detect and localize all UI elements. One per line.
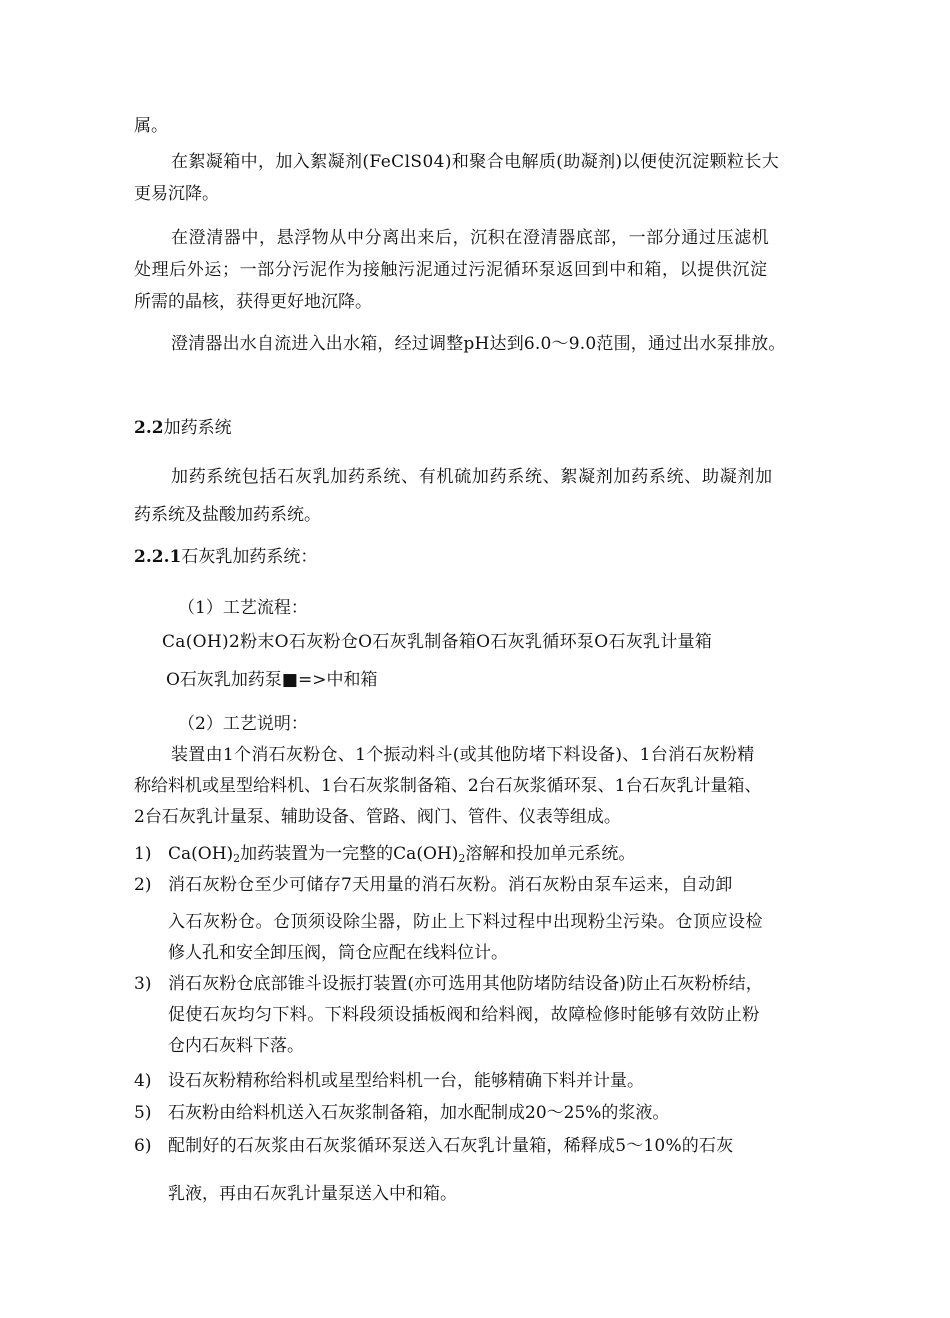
paragraph-line: 属。 (134, 116, 168, 136)
paragraph-line: 装置由1个消石灰粉仓、1个振动料斗(或其他防堵下料设备)、1台消石灰粉精 (171, 745, 755, 765)
list-item-number: 6) (134, 1136, 152, 1156)
list-item-text: 入石灰粉仓。仓顶须设除尘器，防止上下料过程中出现粉尘污染。仓顶应设检 (168, 912, 763, 932)
list-item-text: 修人孔和安全卸压阀，筒仓应配在线料位计。 (168, 943, 508, 963)
section-title: 加药系统 (163, 418, 232, 438)
paragraph-line: 称给料机或星型给料机、1台石灰浆制备箱、2台石灰浆循环泵、1台石灰乳计量箱、 (134, 776, 762, 796)
subsection-title: 石灰乳加药系统： (181, 547, 318, 567)
flow-heading: （1）工艺流程： (178, 598, 308, 618)
description-heading: （2）工艺说明： (178, 714, 308, 734)
paragraph-line: 加药系统包括石灰乳加药系统、有机硫加药系统、絮凝剂加药系统、助凝剂加 (171, 467, 773, 487)
paragraph-line: 澄清器出水自流进入出水箱，经过调整pH达到6.0〜9.0范围，通过出水泵排放。 (171, 334, 786, 354)
list-item-text: $Ca(OH)_2$加药装置为一完整的$Ca(OH)_2$溶解和投加单元系统。 (168, 844, 636, 865)
list-item-text: 设石灰粉精称给料机或星型给料机一台，能够精确下料并计量。 (168, 1071, 644, 1091)
list-item-number: 3) (134, 974, 152, 994)
subsection-number: 2.2.1 (134, 547, 182, 567)
flow-line: O石灰乳加药泵■=>中和箱 (166, 670, 378, 690)
paragraph-line: 更易沉降。 (134, 184, 219, 204)
list-item-text: 仓内石灰料下落。 (168, 1036, 304, 1056)
list-item-text: 乳液，再由石灰乳计量泵送入中和箱。 (168, 1184, 457, 1204)
list-item-text: 配制好的石灰浆由石灰浆循环泵送入石灰乳计量箱，稀释成5〜10%的石灰 (168, 1136, 734, 1156)
list-item-number: 2) (134, 875, 152, 895)
flow-line: Ca(OH)2粉末O石灰粉仓O石灰乳制备箱O石灰乳循环泵O石灰乳计量箱 (162, 632, 713, 652)
list-item-text: 消石灰粉仓至少可储存7天用量的消石灰粉。消石灰粉由泵车运来，自动卸 (168, 875, 733, 895)
list-item-number: 5) (134, 1103, 152, 1123)
subsection-heading (134, 546, 317, 568)
list-item-text: 石灰粉由给料机送入石灰浆制备箱，加水配制成20〜25%的浆液。 (168, 1103, 670, 1123)
paragraph-line: 2台石灰乳计量泵、辅助设备、管路、阀门、管件、仪表等组成。 (134, 807, 621, 827)
list-item-text: 消石灰粉仓底部锥斗设振打装置(亦可选用其他防堵防结设备)防止石灰粉桥结， (168, 974, 763, 994)
list-item-number: 4) (134, 1071, 152, 1091)
list-item-number: 1) (134, 844, 152, 864)
paragraph-line: 药系统及盐酸加药系统。 (134, 505, 321, 525)
paragraph-line: 在澄清器中，悬浮物从中分离出来后，沉积在澄清器底部，一部分通过压滤机 (171, 228, 770, 248)
section-number: 2.2 (134, 418, 164, 438)
paragraph-line: 在絮凝箱中，加入絮凝剂(FeClS04)和聚合电解质(助凝剂)以便使沉淀颗粒长大 (171, 152, 780, 172)
paragraph-line: 所需的晶核，获得更好地沉降。 (134, 292, 372, 312)
list-item-text: 促使石灰均匀下料。下料段须设插板阀和给料阀，故障检修时能够有效防止粉 (168, 1005, 760, 1025)
paragraph-line: 处理后外运；一部分污泥作为接触污泥通过污泥循环泵返回到中和箱，以提供沉淀 (134, 260, 768, 280)
section-heading (134, 417, 232, 439)
